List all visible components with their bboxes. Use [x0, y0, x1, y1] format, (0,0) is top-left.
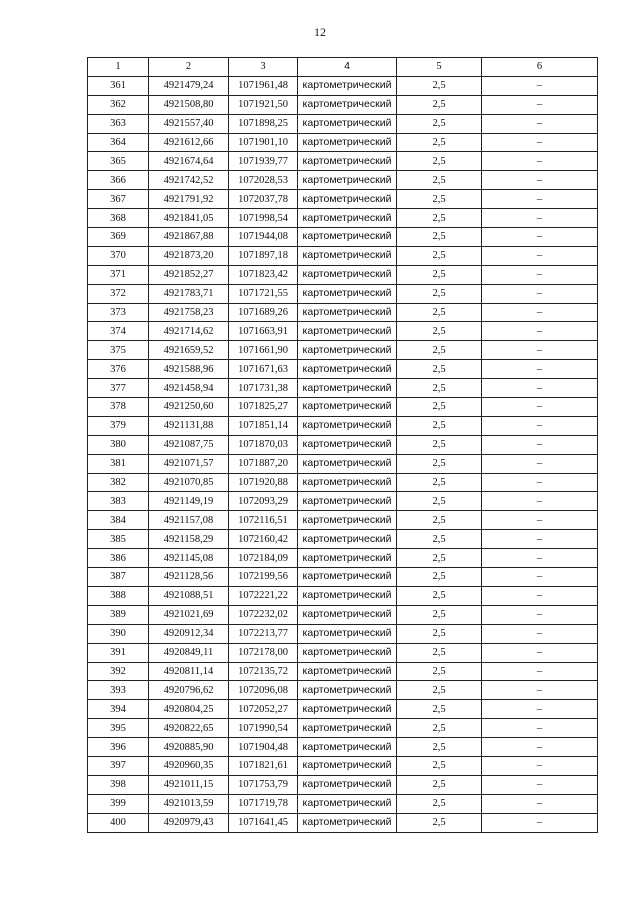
x-coordinate-cell: 4921021,69: [149, 605, 229, 624]
table-row: [88, 624, 598, 643]
x-coordinate-cell: 4921588,96: [149, 360, 229, 379]
y-coordinate-cell: 1072184,09: [229, 549, 298, 568]
method-cell: картометрический: [298, 190, 397, 209]
y-coordinate-cell: 1071897,18: [229, 246, 298, 265]
table-row: [88, 738, 598, 757]
column-header: 3: [229, 58, 298, 77]
y-coordinate-cell: 1071821,61: [229, 756, 298, 775]
accuracy-cell: 2,5: [397, 756, 482, 775]
y-coordinate-cell: 1072221,22: [229, 586, 298, 605]
note-cell: –: [482, 681, 598, 700]
table-row: [88, 454, 598, 473]
accuracy-cell: 2,5: [397, 738, 482, 757]
method-cell: картометрический: [298, 228, 397, 247]
note-cell: –: [482, 265, 598, 284]
x-coordinate-cell: 4920849,11: [149, 643, 229, 662]
method-cell: картометрический: [298, 549, 397, 568]
y-coordinate-cell: 1071851,14: [229, 416, 298, 435]
note-cell: –: [482, 794, 598, 813]
point-number-cell: 375: [88, 341, 149, 360]
table-row: [88, 360, 598, 379]
y-coordinate-cell: 1071719,78: [229, 794, 298, 813]
column-header: 6: [482, 58, 598, 77]
note-cell: –: [482, 775, 598, 794]
note-cell: –: [482, 530, 598, 549]
y-coordinate-cell: 1072232,02: [229, 605, 298, 624]
note-cell: –: [482, 114, 598, 133]
accuracy-cell: 2,5: [397, 719, 482, 738]
method-cell: картометрический: [298, 492, 397, 511]
note-cell: –: [482, 454, 598, 473]
method-cell: картометрический: [298, 171, 397, 190]
point-number-cell: 399: [88, 794, 149, 813]
x-coordinate-cell: 4921557,40: [149, 114, 229, 133]
table-header-row: [88, 58, 598, 77]
point-number-cell: 365: [88, 152, 149, 171]
table-row: [88, 719, 598, 738]
point-number-cell: 374: [88, 322, 149, 341]
note-cell: –: [482, 133, 598, 152]
note-cell: –: [482, 738, 598, 757]
table-row: [88, 775, 598, 794]
point-number-cell: 381: [88, 454, 149, 473]
accuracy-cell: 2,5: [397, 76, 482, 95]
accuracy-cell: 2,5: [397, 435, 482, 454]
method-cell: картометрический: [298, 95, 397, 114]
accuracy-cell: 2,5: [397, 265, 482, 284]
point-number-cell: 377: [88, 379, 149, 398]
x-coordinate-cell: 4921145,08: [149, 549, 229, 568]
y-coordinate-cell: 1072199,56: [229, 568, 298, 587]
y-coordinate-cell: 1071721,55: [229, 284, 298, 303]
x-coordinate-cell: 4921070,85: [149, 473, 229, 492]
y-coordinate-cell: 1071961,48: [229, 76, 298, 95]
point-number-cell: 393: [88, 681, 149, 700]
page-number: 12: [314, 25, 326, 39]
point-number-cell: 364: [88, 133, 149, 152]
accuracy-cell: 2,5: [397, 303, 482, 322]
y-coordinate-cell: 1071920,88: [229, 473, 298, 492]
accuracy-cell: 2,5: [397, 95, 482, 114]
method-cell: картометрический: [298, 416, 397, 435]
accuracy-cell: 2,5: [397, 813, 482, 832]
table-row: [88, 379, 598, 398]
table-row: [88, 435, 598, 454]
method-cell: картометрический: [298, 586, 397, 605]
method-cell: картометрический: [298, 738, 397, 757]
accuracy-cell: 2,5: [397, 228, 482, 247]
x-coordinate-cell: 4921131,88: [149, 416, 229, 435]
x-coordinate-cell: 4921852,27: [149, 265, 229, 284]
y-coordinate-cell: 1071944,08: [229, 228, 298, 247]
accuracy-cell: 2,5: [397, 360, 482, 379]
accuracy-cell: 2,5: [397, 171, 482, 190]
y-coordinate-cell: 1071663,91: [229, 322, 298, 341]
note-cell: –: [482, 152, 598, 171]
column-header: 2: [149, 58, 229, 77]
note-cell: –: [482, 190, 598, 209]
note-cell: –: [482, 398, 598, 417]
table-row: [88, 398, 598, 417]
accuracy-cell: 2,5: [397, 549, 482, 568]
point-number-cell: 390: [88, 624, 149, 643]
x-coordinate-cell: 4920811,14: [149, 662, 229, 681]
y-coordinate-cell: 1072116,51: [229, 511, 298, 530]
note-cell: –: [482, 171, 598, 190]
point-number-cell: 376: [88, 360, 149, 379]
point-number-cell: 386: [88, 549, 149, 568]
y-coordinate-cell: 1072135,72: [229, 662, 298, 681]
point-number-cell: 392: [88, 662, 149, 681]
x-coordinate-cell: 4921867,88: [149, 228, 229, 247]
x-coordinate-cell: 4920979,43: [149, 813, 229, 832]
y-coordinate-cell: 1071898,25: [229, 114, 298, 133]
x-coordinate-cell: 4921791,92: [149, 190, 229, 209]
table-row: [88, 322, 598, 341]
point-number-cell: 382: [88, 473, 149, 492]
x-coordinate-cell: 4920804,25: [149, 700, 229, 719]
x-coordinate-cell: 4921758,23: [149, 303, 229, 322]
table-row: [88, 700, 598, 719]
accuracy-cell: 2,5: [397, 209, 482, 228]
x-coordinate-cell: 4921674,64: [149, 152, 229, 171]
table-row: [88, 114, 598, 133]
table-row: [88, 643, 598, 662]
accuracy-cell: 2,5: [397, 605, 482, 624]
table-row: [88, 511, 598, 530]
y-coordinate-cell: 1071641,45: [229, 813, 298, 832]
table-row: [88, 133, 598, 152]
y-coordinate-cell: 1071671,63: [229, 360, 298, 379]
column-header: 1: [88, 58, 149, 77]
accuracy-cell: 2,5: [397, 624, 482, 643]
point-number-cell: 383: [88, 492, 149, 511]
method-cell: картометрический: [298, 398, 397, 417]
point-number-cell: 369: [88, 228, 149, 247]
note-cell: –: [482, 284, 598, 303]
table-row: [88, 681, 598, 700]
accuracy-cell: 2,5: [397, 473, 482, 492]
point-number-cell: 395: [88, 719, 149, 738]
note-cell: –: [482, 643, 598, 662]
accuracy-cell: 2,5: [397, 379, 482, 398]
point-number-cell: 391: [88, 643, 149, 662]
y-coordinate-cell: 1071661,90: [229, 341, 298, 360]
note-cell: –: [482, 511, 598, 530]
accuracy-cell: 2,5: [397, 454, 482, 473]
table-row: [88, 95, 598, 114]
point-number-cell: 388: [88, 586, 149, 605]
method-cell: картометрический: [298, 681, 397, 700]
x-coordinate-cell: 4921873,20: [149, 246, 229, 265]
x-coordinate-cell: 4920885,90: [149, 738, 229, 757]
accuracy-cell: 2,5: [397, 511, 482, 530]
x-coordinate-cell: 4921659,52: [149, 341, 229, 360]
y-coordinate-cell: 1072052,27: [229, 700, 298, 719]
y-coordinate-cell: 1071998,54: [229, 209, 298, 228]
table-row: [88, 152, 598, 171]
method-cell: картометрический: [298, 114, 397, 133]
table-row: [88, 794, 598, 813]
accuracy-cell: 2,5: [397, 398, 482, 417]
point-number-cell: 380: [88, 435, 149, 454]
table-row: [88, 303, 598, 322]
method-cell: картометрический: [298, 605, 397, 624]
column-header: 4: [298, 58, 397, 77]
point-number-cell: 389: [88, 605, 149, 624]
table-body: [88, 76, 598, 832]
x-coordinate-cell: 4921742,52: [149, 171, 229, 190]
x-coordinate-cell: 4921088,51: [149, 586, 229, 605]
y-coordinate-cell: 1072178,00: [229, 643, 298, 662]
accuracy-cell: 2,5: [397, 190, 482, 209]
accuracy-cell: 2,5: [397, 643, 482, 662]
point-number-cell: 387: [88, 568, 149, 587]
method-cell: картометрический: [298, 454, 397, 473]
x-coordinate-cell: 4921508,80: [149, 95, 229, 114]
point-number-cell: 397: [88, 756, 149, 775]
point-number-cell: 361: [88, 76, 149, 95]
table-row: [88, 265, 598, 284]
note-cell: –: [482, 209, 598, 228]
y-coordinate-cell: 1072096,08: [229, 681, 298, 700]
method-cell: картометрический: [298, 794, 397, 813]
note-cell: –: [482, 549, 598, 568]
method-cell: картометрический: [298, 530, 397, 549]
x-coordinate-cell: 4921250,60: [149, 398, 229, 417]
accuracy-cell: 2,5: [397, 530, 482, 549]
x-coordinate-cell: 4921841,05: [149, 209, 229, 228]
table-row: [88, 662, 598, 681]
x-coordinate-cell: 4921011,15: [149, 775, 229, 794]
method-cell: картометрический: [298, 662, 397, 681]
note-cell: –: [482, 76, 598, 95]
point-number-cell: 400: [88, 813, 149, 832]
y-coordinate-cell: 1071731,38: [229, 379, 298, 398]
note-cell: –: [482, 341, 598, 360]
note-cell: –: [482, 756, 598, 775]
y-coordinate-cell: 1071887,20: [229, 454, 298, 473]
accuracy-cell: 2,5: [397, 114, 482, 133]
x-coordinate-cell: 4921157,08: [149, 511, 229, 530]
point-number-cell: 370: [88, 246, 149, 265]
y-coordinate-cell: 1071921,50: [229, 95, 298, 114]
method-cell: картометрический: [298, 303, 397, 322]
note-cell: –: [482, 586, 598, 605]
note-cell: –: [482, 813, 598, 832]
method-cell: картометрический: [298, 568, 397, 587]
method-cell: картометрический: [298, 435, 397, 454]
x-coordinate-cell: 4920822,65: [149, 719, 229, 738]
note-cell: –: [482, 624, 598, 643]
accuracy-cell: 2,5: [397, 568, 482, 587]
note-cell: –: [482, 360, 598, 379]
method-cell: картометрический: [298, 719, 397, 738]
accuracy-cell: 2,5: [397, 322, 482, 341]
note-cell: –: [482, 473, 598, 492]
y-coordinate-cell: 1071904,48: [229, 738, 298, 757]
y-coordinate-cell: 1071990,54: [229, 719, 298, 738]
method-cell: картометрический: [298, 133, 397, 152]
note-cell: –: [482, 322, 598, 341]
accuracy-cell: 2,5: [397, 133, 482, 152]
note-cell: –: [482, 416, 598, 435]
table-row: [88, 813, 598, 832]
y-coordinate-cell: 1071823,42: [229, 265, 298, 284]
accuracy-cell: 2,5: [397, 662, 482, 681]
method-cell: картометрический: [298, 624, 397, 643]
accuracy-cell: 2,5: [397, 492, 482, 511]
table-row: [88, 190, 598, 209]
x-coordinate-cell: 4921128,56: [149, 568, 229, 587]
note-cell: –: [482, 700, 598, 719]
y-coordinate-cell: 1072160,42: [229, 530, 298, 549]
point-number-cell: 378: [88, 398, 149, 417]
accuracy-cell: 2,5: [397, 284, 482, 303]
x-coordinate-cell: 4921087,75: [149, 435, 229, 454]
accuracy-cell: 2,5: [397, 416, 482, 435]
table-row: [88, 416, 598, 435]
table-row: [88, 284, 598, 303]
x-coordinate-cell: 4920796,62: [149, 681, 229, 700]
note-cell: –: [482, 605, 598, 624]
table-row: [88, 246, 598, 265]
y-coordinate-cell: 1071689,26: [229, 303, 298, 322]
point-number-cell: 363: [88, 114, 149, 133]
y-coordinate-cell: 1072093,29: [229, 492, 298, 511]
y-coordinate-cell: 1071870,03: [229, 435, 298, 454]
table-row: [88, 756, 598, 775]
note-cell: –: [482, 228, 598, 247]
y-coordinate-cell: 1071939,77: [229, 152, 298, 171]
point-number-cell: 384: [88, 511, 149, 530]
y-coordinate-cell: 1071825,27: [229, 398, 298, 417]
method-cell: картометрический: [298, 775, 397, 794]
note-cell: –: [482, 246, 598, 265]
method-cell: картометрический: [298, 246, 397, 265]
table-row: [88, 549, 598, 568]
table-row: [88, 341, 598, 360]
point-number-cell: 372: [88, 284, 149, 303]
point-number-cell: 367: [88, 190, 149, 209]
note-cell: –: [482, 568, 598, 587]
accuracy-cell: 2,5: [397, 681, 482, 700]
x-coordinate-cell: 4921071,57: [149, 454, 229, 473]
table-row: [88, 171, 598, 190]
method-cell: картометрический: [298, 756, 397, 775]
table-row: [88, 473, 598, 492]
method-cell: картометрический: [298, 265, 397, 284]
note-cell: –: [482, 95, 598, 114]
note-cell: –: [482, 662, 598, 681]
y-coordinate-cell: 1072037,78: [229, 190, 298, 209]
note-cell: –: [482, 492, 598, 511]
x-coordinate-cell: 4921149,19: [149, 492, 229, 511]
x-coordinate-cell: 4921714,62: [149, 322, 229, 341]
x-coordinate-cell: 4920960,35: [149, 756, 229, 775]
coordinates-table: [87, 57, 598, 833]
table-row: [88, 568, 598, 587]
table-row: [88, 530, 598, 549]
x-coordinate-cell: 4921612,66: [149, 133, 229, 152]
x-coordinate-cell: 4921479,24: [149, 76, 229, 95]
method-cell: картометрический: [298, 209, 397, 228]
point-number-cell: 366: [88, 171, 149, 190]
table-row: [88, 492, 598, 511]
accuracy-cell: 2,5: [397, 586, 482, 605]
method-cell: картометрический: [298, 76, 397, 95]
point-number-cell: 379: [88, 416, 149, 435]
point-number-cell: 398: [88, 775, 149, 794]
point-number-cell: 362: [88, 95, 149, 114]
note-cell: –: [482, 303, 598, 322]
column-header: 5: [397, 58, 482, 77]
method-cell: картометрический: [298, 322, 397, 341]
table-row: [88, 76, 598, 95]
x-coordinate-cell: 4921783,71: [149, 284, 229, 303]
method-cell: картометрический: [298, 643, 397, 662]
point-number-cell: 373: [88, 303, 149, 322]
y-coordinate-cell: 1072213,77: [229, 624, 298, 643]
note-cell: –: [482, 435, 598, 454]
x-coordinate-cell: 4921013,59: [149, 794, 229, 813]
point-number-cell: 368: [88, 209, 149, 228]
accuracy-cell: 2,5: [397, 794, 482, 813]
table-row: [88, 586, 598, 605]
accuracy-cell: 2,5: [397, 775, 482, 794]
method-cell: картометрический: [298, 813, 397, 832]
method-cell: картометрический: [298, 473, 397, 492]
accuracy-cell: 2,5: [397, 700, 482, 719]
note-cell: –: [482, 719, 598, 738]
method-cell: картометрический: [298, 152, 397, 171]
accuracy-cell: 2,5: [397, 246, 482, 265]
method-cell: картометрический: [298, 341, 397, 360]
table-row: [88, 605, 598, 624]
accuracy-cell: 2,5: [397, 152, 482, 171]
point-number-cell: 385: [88, 530, 149, 549]
point-number-cell: 394: [88, 700, 149, 719]
method-cell: картометрический: [298, 511, 397, 530]
accuracy-cell: 2,5: [397, 341, 482, 360]
method-cell: картометрический: [298, 284, 397, 303]
x-coordinate-cell: 4921158,29: [149, 530, 229, 549]
table-row: [88, 209, 598, 228]
method-cell: картометрический: [298, 360, 397, 379]
y-coordinate-cell: 1071753,79: [229, 775, 298, 794]
table-row: [88, 228, 598, 247]
note-cell: –: [482, 379, 598, 398]
method-cell: картометрический: [298, 700, 397, 719]
point-number-cell: 396: [88, 738, 149, 757]
x-coordinate-cell: 4920912,34: [149, 624, 229, 643]
method-cell: картометрический: [298, 379, 397, 398]
y-coordinate-cell: 1071901,10: [229, 133, 298, 152]
y-coordinate-cell: 1072028,53: [229, 171, 298, 190]
point-number-cell: 371: [88, 265, 149, 284]
x-coordinate-cell: 4921458,94: [149, 379, 229, 398]
